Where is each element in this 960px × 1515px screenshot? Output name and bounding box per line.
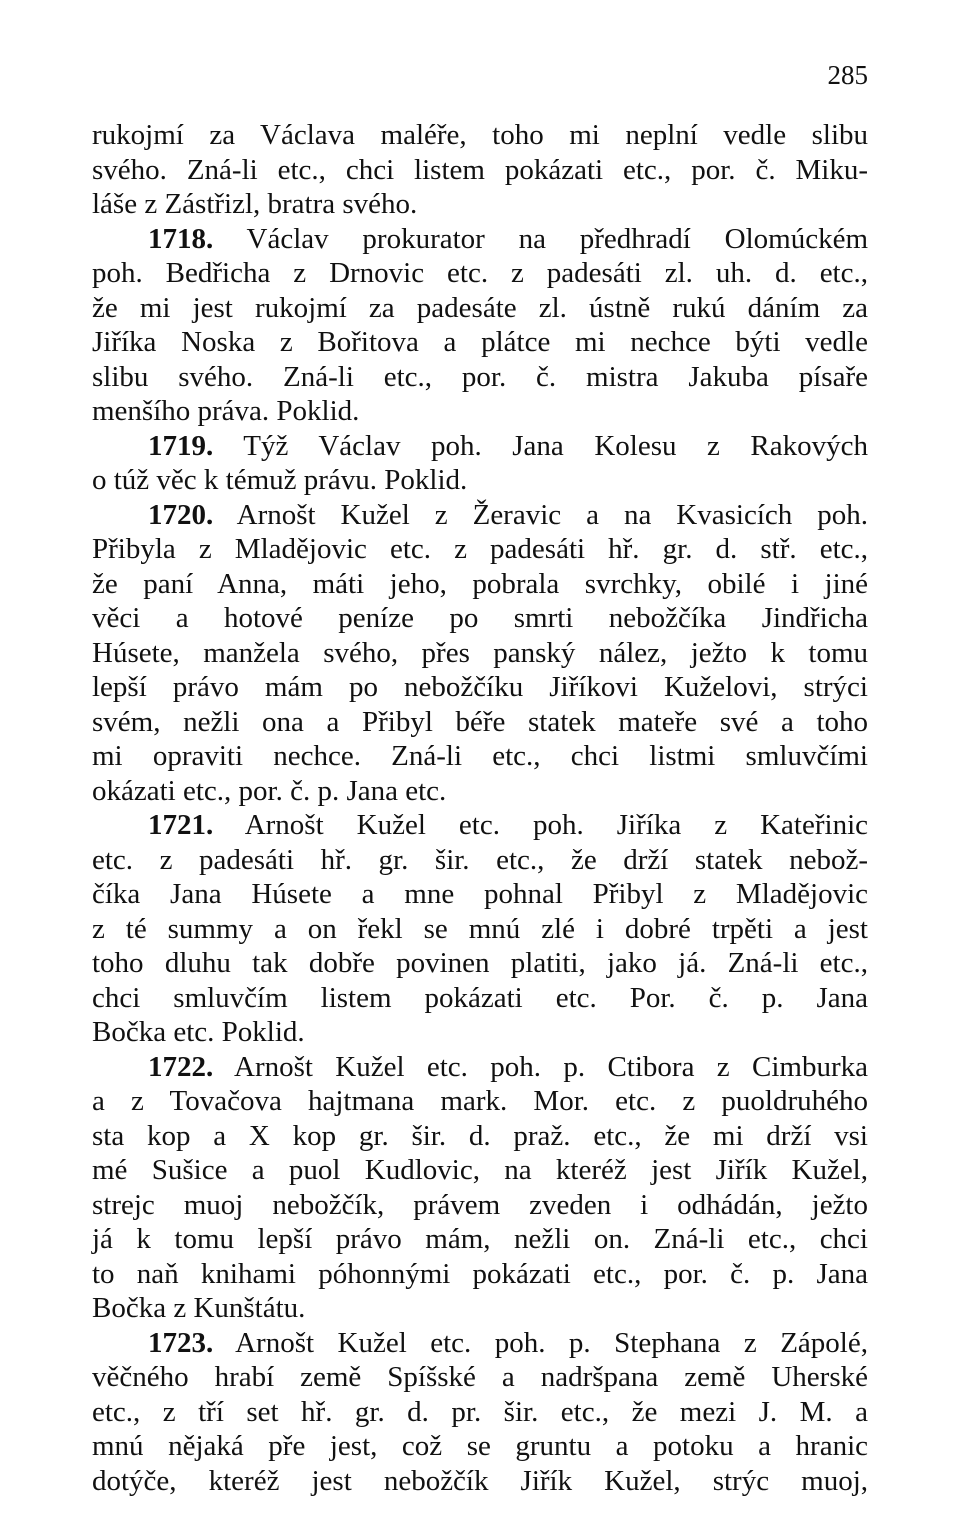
text-line (92, 636, 868, 671)
line-text: sta kop a X kop gr. šir. d. praž. etc., že mi drží vsi (92, 1119, 868, 1152)
text-line (92, 1395, 868, 1430)
text-line (92, 670, 868, 705)
text-line (92, 1084, 868, 1119)
text-line (92, 498, 868, 533)
text-line (92, 429, 868, 464)
text-line (92, 843, 868, 878)
text-line (92, 739, 868, 774)
text-line (92, 153, 868, 188)
line-text: toho dluhu tak dobře povinen platiti, jako já. Zná-li etc., (92, 947, 868, 979)
line-text: a z Tovačova hajtmana mark. Mor. etc. z puoldruhého (92, 1085, 868, 1117)
entry-number: 1718. (148, 222, 214, 255)
entry-number: 1722. (148, 1050, 214, 1083)
line-text: věci a hotové peníze po smrti nebožčíka Jindřicha (92, 602, 868, 634)
line-text: Přibyla z Mladějovic etc. z padesáti hř. gr. d. stř. etc., (92, 533, 868, 565)
text-line (92, 601, 868, 636)
text-line (92, 325, 868, 360)
line-text: to naň knihami póhonnými pokázati etc., por. č. p. Jana (92, 1257, 868, 1290)
entry-number: 1720. (148, 498, 214, 531)
text-line (92, 291, 868, 326)
line-text: svém, nežli ona a Přibyl béře statek mateře své a toho (92, 705, 868, 738)
text-line (92, 187, 868, 222)
line-text: etc., z tří set hř. gr. d. pr. šir. etc., že mezi J. M. a (92, 1395, 868, 1428)
line-text: mi opraviti nechce. Zná-li etc., chci listmi smluvčími (92, 740, 868, 772)
line-text: rukojmí za Václava maléře, toho mi neplní vedle slibu (92, 119, 868, 151)
entry-number: 1721. (148, 809, 214, 841)
line-text: strejc muoj nebožčík, právem zveden i odhádán, ježto (92, 1188, 868, 1221)
line-text: poh. Bedřicha z Drnovic etc. z padesáti zl. uh. d. etc., (92, 257, 868, 289)
line-text: číka Jana Húsete a mne pohnal Přibyl z Mladějovic (92, 878, 868, 910)
line-text: dotýče, kteréž jest nebožčík Jiřík Kužel, strýc muoj, (92, 1464, 868, 1497)
text-line (92, 1429, 868, 1464)
text-line (92, 463, 868, 498)
text-line (92, 981, 868, 1016)
line-text: svého. Zná-li etc., chci listem pokázati etc., por. č. Miku- (92, 153, 868, 186)
line-text: láše z Zástřizl, bratra svého. (92, 188, 418, 220)
line-text: menšího práva. Poklid. (92, 395, 360, 427)
text-line (92, 1015, 868, 1050)
text-line (92, 118, 868, 153)
line-text: chci smluvčím listem pokázati etc. Por. č. p. Jana (92, 981, 868, 1014)
text-line (92, 1153, 868, 1188)
page-number: 285 (827, 60, 868, 90)
text-line (92, 877, 868, 912)
line-text: Arnošt Kužel etc. poh. p. Stephana z Zápolé, (235, 1326, 868, 1359)
text-line (92, 808, 868, 843)
line-text: Arnošt Kužel z Žeravic a na Kvasicích poh. (236, 498, 868, 531)
text-line (92, 1119, 868, 1154)
text-line (92, 1188, 868, 1223)
line-text: Václav prokurator na předhradí Olomúckém (246, 222, 868, 255)
text-line (92, 222, 868, 257)
line-text: Arnošt Kužel etc. poh. Jiříka z Kateřinic (244, 809, 868, 841)
line-text: lepší právo mám po nebožčíku Jiříkovi Kuželovi, strýci (92, 671, 868, 703)
line-text: Týž Václav poh. Jana Kolesu z Rakových (243, 429, 868, 462)
line-text: o túž věc k témuž právu. Poklid. (92, 464, 468, 496)
line-text: Bočka z Kunštátu. (92, 1292, 306, 1324)
text-line (92, 912, 868, 947)
text-line (92, 774, 868, 809)
text-line (92, 1050, 868, 1085)
text-line (92, 1222, 868, 1257)
text-line (92, 946, 868, 981)
line-text: já k tomu lepší právo mám, nežli on. Zná-li etc., chci (92, 1223, 868, 1255)
text-line (92, 1360, 868, 1395)
line-text: věčného hrabí země Spíšské a nadršpana země Uherské (92, 1361, 868, 1393)
line-text: mé Sušice a puol Kudlovic, na kteréž jest Jiřík Kužel, (92, 1154, 868, 1186)
text-line (92, 394, 868, 429)
line-text: Jiříka Noska z Bořitova a plátce mi nechce býti vedle (92, 326, 868, 358)
line-text: slibu svého. Zná-li etc., por. č. mistra Jakuba písaře (92, 360, 868, 393)
text-line (92, 705, 868, 740)
line-text: mnú nějaká pře jest, což se gruntu a potoku a hranic (92, 1430, 868, 1462)
line-text: etc. z padesáti hř. gr. šir. etc., že drží statek nebož- (92, 843, 868, 876)
entry-number: 1719. (148, 429, 214, 462)
text-line (92, 1291, 868, 1326)
line-text: Bočka etc. Poklid. (92, 1016, 305, 1048)
line-text: že paní Anna, máti jeho, pobrala svrchky, obilé i jiné (92, 567, 868, 600)
text-body (92, 118, 868, 1498)
entry-number: 1723. (148, 1326, 214, 1359)
line-text: okázati etc., por. č. p. Jana etc. (92, 774, 447, 807)
text-line (92, 567, 868, 602)
line-text: z té summy a on řekl se mnú zlé i dobré trpěti a jest (92, 912, 868, 945)
text-line (92, 360, 868, 395)
text-line (92, 1464, 868, 1499)
line-text: Arnošt Kužel etc. poh. p. Ctibora z Cimburka (234, 1050, 868, 1083)
text-line (92, 256, 868, 291)
text-line (92, 1326, 868, 1361)
text-line (92, 1257, 868, 1292)
line-text: Húsete, manžela svého, přes panský nález, ježto k tomu (92, 636, 868, 669)
text-line (92, 532, 868, 567)
line-text: že mi jest rukojmí za padesáte zl. ústně rukú dáním za (92, 291, 868, 324)
